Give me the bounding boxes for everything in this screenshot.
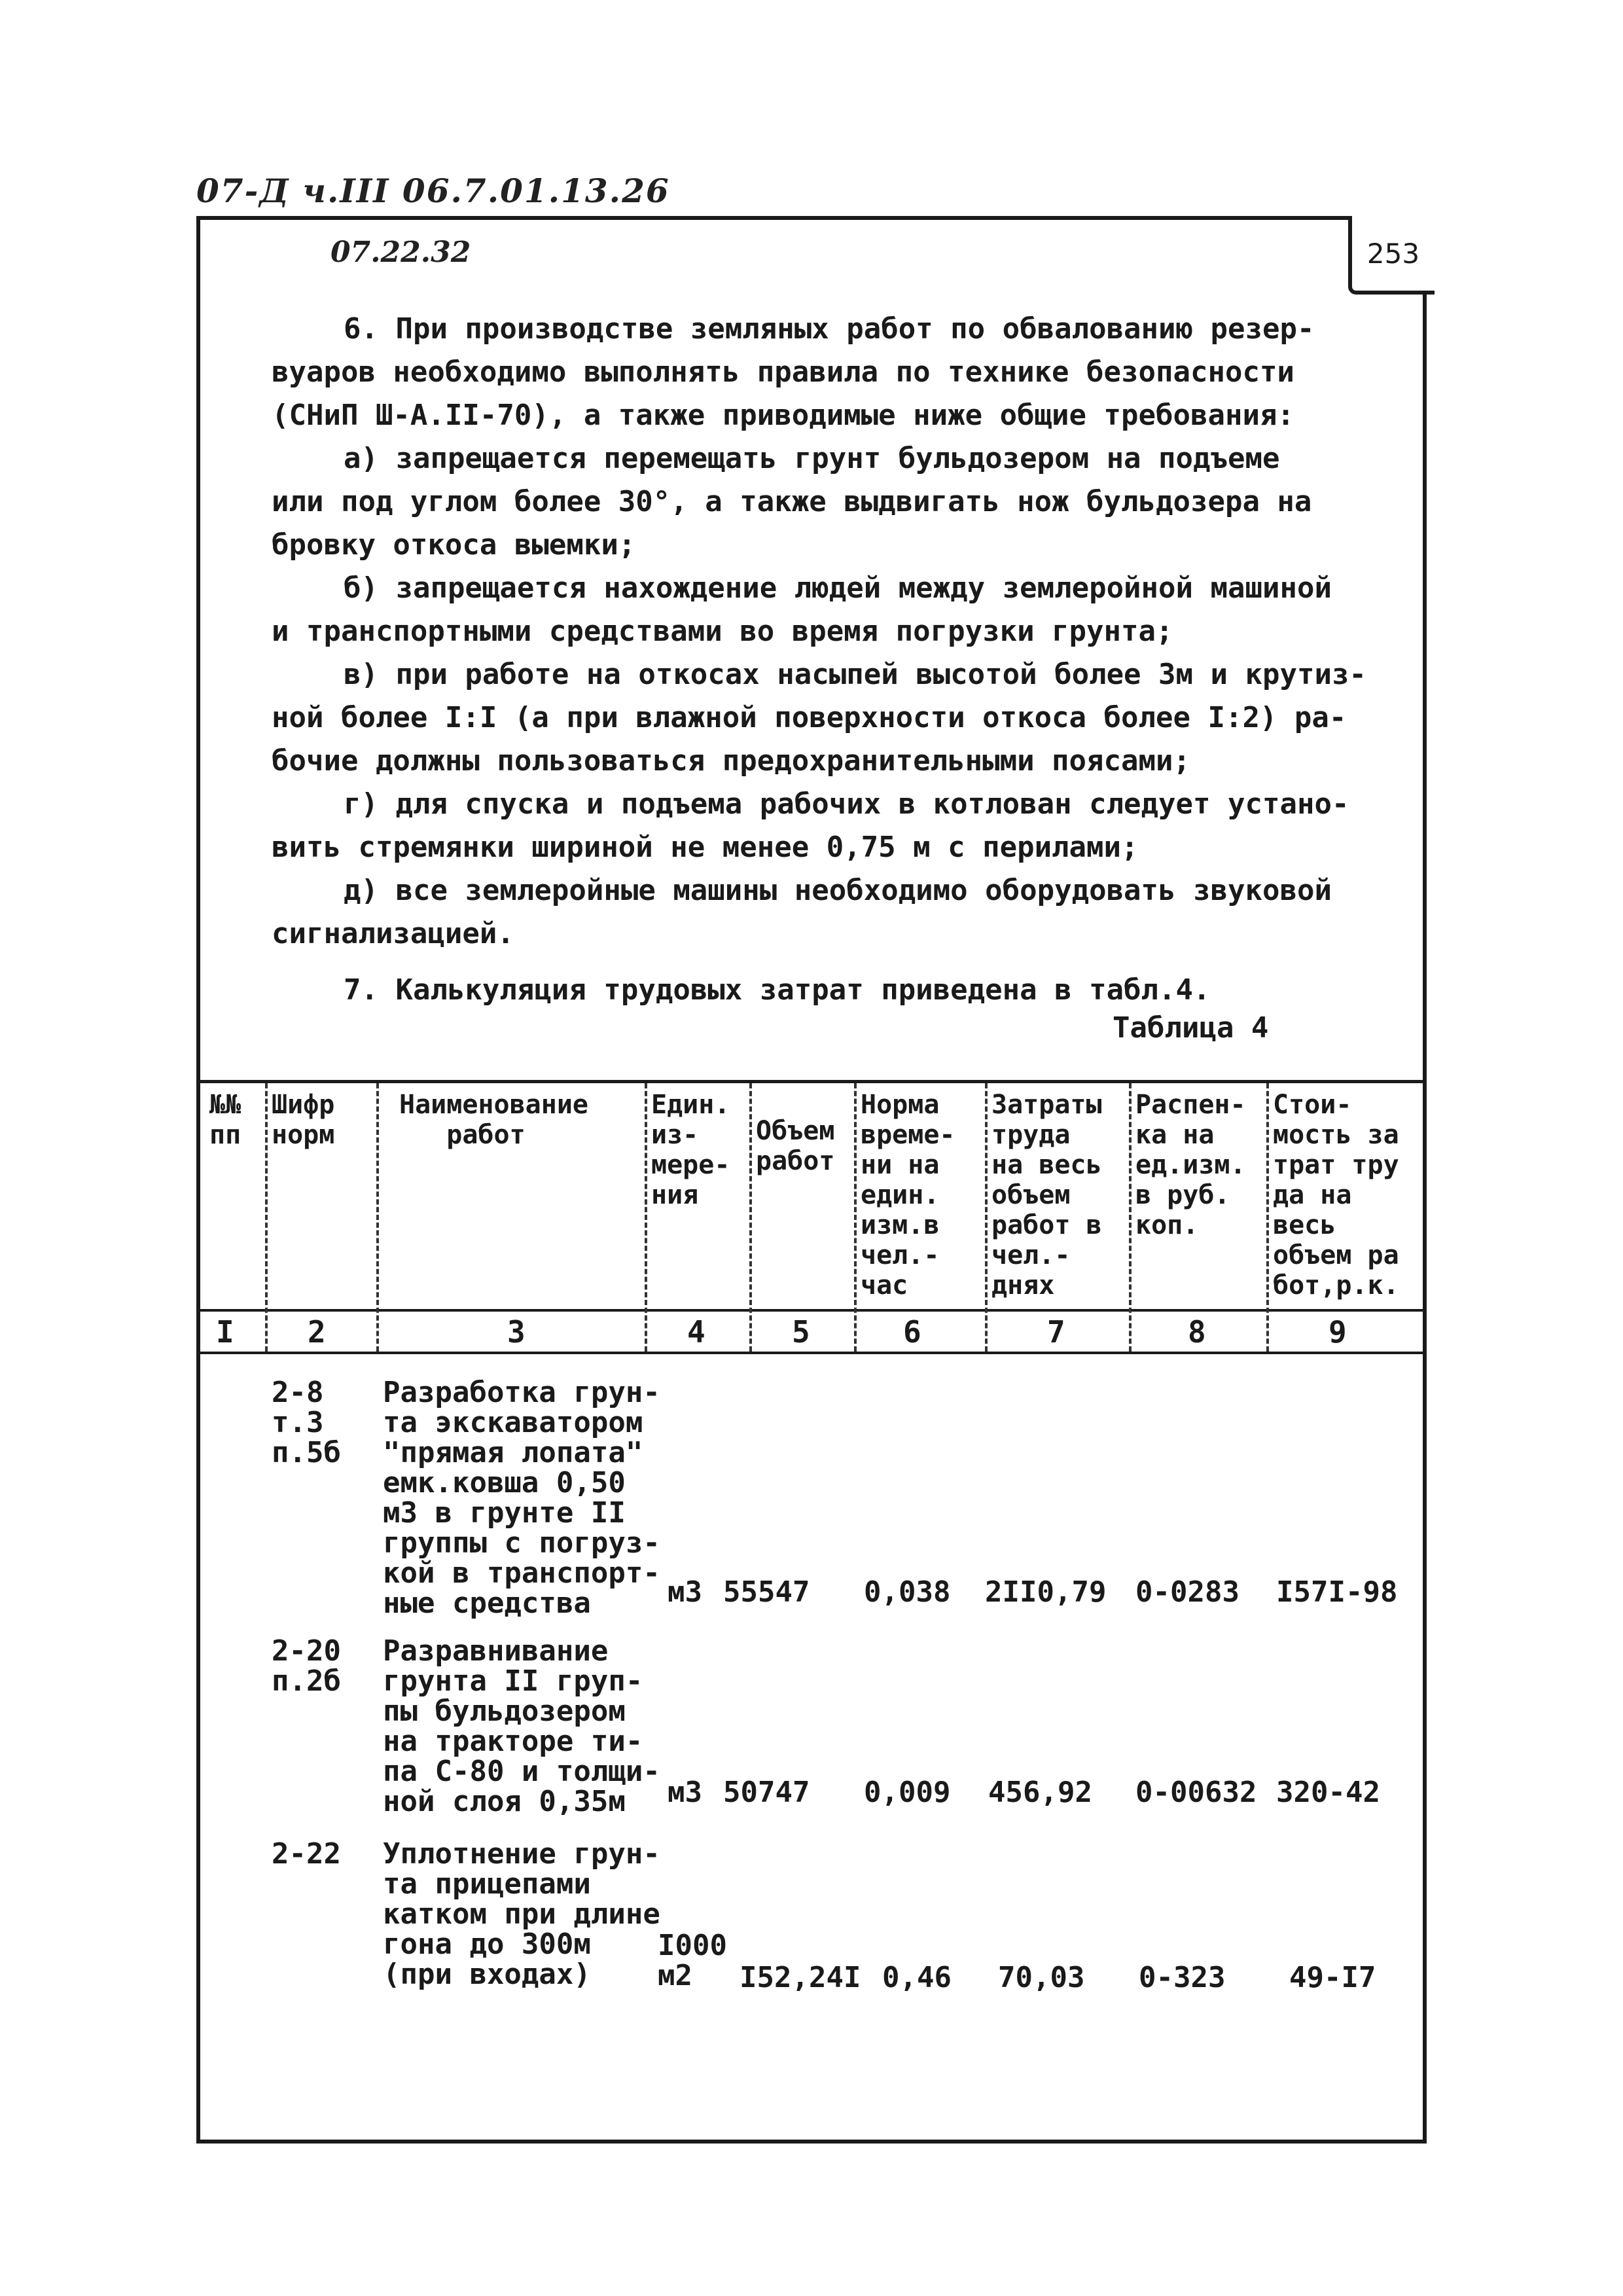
column-divider (265, 1083, 268, 1352)
item-a-line-1: а) запрещается перемещать грунт бульдозером на подъеме (344, 442, 1280, 475)
column-divider (985, 1083, 988, 1352)
header-time-norm: Норма време- ни на един. изм.в чел.- час (861, 1090, 955, 1300)
row-volume: 50747 (723, 1776, 810, 1809)
document-code: 07-Д ч.III 06.7.01.13.26 (196, 171, 670, 210)
header-rate: Распен- ка на ед.изм. в руб. коп. (1135, 1090, 1246, 1240)
row-volume: 55547 (723, 1575, 810, 1609)
column-number: 5 (792, 1314, 810, 1350)
item-v-line-2: ной более I:I (а при влажной поверхности откоса более I:2) ра- (272, 701, 1347, 734)
item-v-line-1: в) при работе на откосах насыпей высотой более 3м и крутиз- (344, 658, 1366, 691)
column-number: 4 (687, 1314, 705, 1350)
row-time-norm: 0,038 (864, 1575, 951, 1609)
row-labor-cost: 456,92 (988, 1776, 1092, 1809)
row-volume: I52,24I (740, 1961, 861, 1994)
item-v-line-3: бочие должны пользоваться предохранительными поясами; (272, 744, 1190, 778)
page-number: 253 (1348, 216, 1435, 295)
row-unit: м3 (668, 1776, 702, 1809)
row-norm-code: 2-22 (272, 1837, 341, 1871)
row-work-name: Разравнивание грунта II груп- пы бульдозером на тракторе ти- па С-80 и толщи- ной слоя 0,35м (383, 1634, 660, 1818)
column-number: 6 (903, 1314, 921, 1350)
paragraph-6-line-2: вуаров необходимо выполнять правила по технике безопасности (272, 355, 1294, 389)
column-number: 3 (507, 1314, 526, 1350)
table-label: Таблица 4 (1113, 1011, 1269, 1045)
item-d-line-2: сигнализацией. (272, 917, 514, 950)
row-work-name: Разработка грун- та экскаватором "прямая лопата" емк.ковша 0,50 м3 в грунте II группы с погруз- кой в транспорт- ные средства (383, 1376, 660, 1620)
item-b-line-2: и транспортными средствами во время погрузки грунта; (272, 615, 1173, 648)
row-total-cost: 49-I7 (1289, 1961, 1376, 1994)
sub-code: 07.22.32 (330, 236, 471, 269)
row-rate: 0-0283 (1135, 1575, 1240, 1609)
paragraph-6-line-3: (СНиП Ш-А.II-70), а также приводимые ниже общие требования: (272, 399, 1294, 432)
column-number: I (216, 1314, 234, 1350)
item-d-line-1: д) все землеройные машины необходимо оборудовать звуковой (344, 874, 1332, 907)
header-work-name: Наименование работ (399, 1090, 588, 1150)
table-numbers-rule (196, 1352, 1427, 1354)
row-total-cost: I57I-98 (1276, 1575, 1398, 1609)
header-labor-cost: Затраты труда на весь объем работ в чел.- днях (991, 1090, 1102, 1300)
row-time-norm: 0,46 (882, 1961, 952, 1994)
column-divider (376, 1083, 379, 1352)
row-labor-cost: 2II0,79 (985, 1575, 1107, 1609)
column-number: 2 (308, 1314, 326, 1350)
row-unit: I000 м2 (658, 1929, 727, 1992)
column-number: 9 (1329, 1314, 1347, 1350)
table-header-rule (196, 1309, 1427, 1312)
header-volume: Объем работ (756, 1116, 835, 1176)
header-number: №№ пп (209, 1090, 241, 1150)
column-divider (1129, 1083, 1132, 1352)
item-g-line-2: вить стремянки шириной не менее 0,75 м с перилами; (272, 831, 1139, 864)
header-unit: Един. из- мере- ния (651, 1090, 730, 1210)
item-a-line-3: бровку откоса выемки; (272, 528, 636, 562)
column-divider (854, 1083, 857, 1352)
column-divider (749, 1083, 752, 1352)
row-work-name: Уплотнение грун- та прицепами катком при длине гона до 300м (при входах) (383, 1837, 660, 1991)
table-top-rule (196, 1080, 1427, 1083)
column-divider (1266, 1083, 1269, 1352)
header-total-cost: Стои- мость за трат тру да на весь объем ра бот,р.к. (1273, 1090, 1399, 1300)
column-number: 7 (1047, 1314, 1065, 1350)
row-norm-code: 2-8 т.3 п.5б (272, 1376, 341, 1469)
item-a-line-2: или под углом более 30°, а также выдвигать нож бульдозера на (272, 485, 1312, 518)
paragraph-6-line-1: 6. При производстве земляных работ по обвалованию резер- (344, 312, 1315, 346)
row-total-cost: 320-42 (1276, 1776, 1380, 1809)
row-time-norm: 0,009 (864, 1776, 951, 1809)
column-number: 8 (1188, 1314, 1206, 1350)
item-g-line-1: г) для спуска и подъема рабочих в котлован следует устано- (344, 787, 1349, 821)
column-divider (645, 1083, 647, 1352)
row-labor-cost: 70,03 (998, 1961, 1085, 1994)
header-norm-code: Шифр норм (272, 1090, 335, 1150)
row-rate: 0-00632 (1135, 1776, 1257, 1809)
row-norm-code: 2-20 п.2б (272, 1634, 341, 1698)
item-b-line-1: б) запрещается нахождение людей между землеройной машиной (344, 571, 1332, 605)
row-unit: м3 (668, 1575, 702, 1609)
paragraph-7: 7. Калькуляция трудовых затрат приведена в табл.4. (344, 973, 1211, 1007)
row-rate: 0-323 (1139, 1961, 1226, 1994)
